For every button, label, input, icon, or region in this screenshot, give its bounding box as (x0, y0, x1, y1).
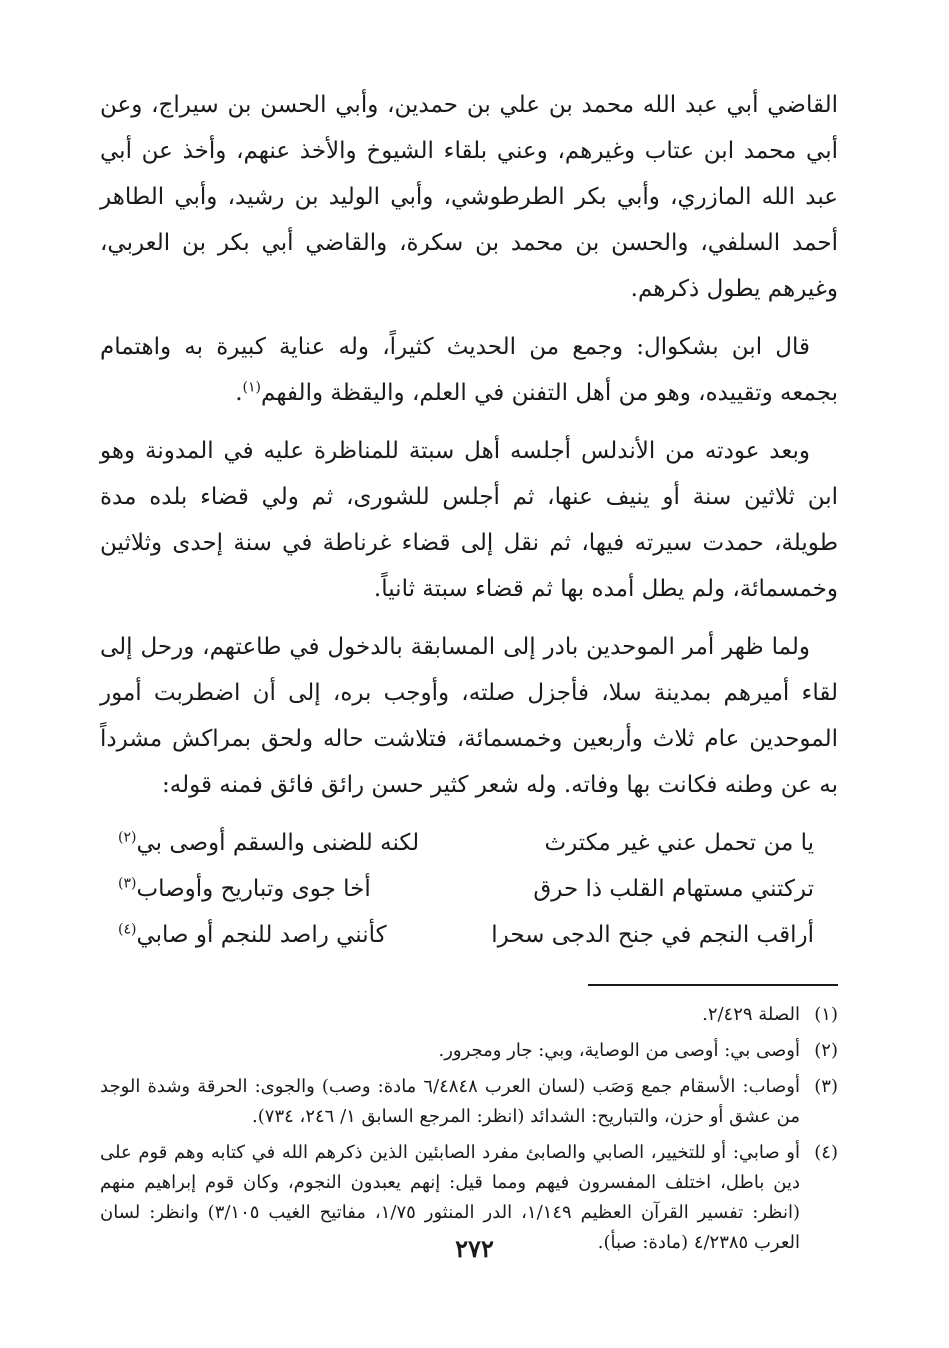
verse-3-second-text: كأنني راصد للنجم أو صابي (136, 922, 387, 948)
verse-1-second-text: لكنه للضنى والسقم أوصى بي (136, 830, 420, 856)
verse-1-second-hemistich (118, 820, 419, 866)
footnote-ref-1: (١) (242, 379, 262, 396)
footnotes (100, 1000, 838, 1258)
paragraph-2 (100, 324, 838, 416)
footnote-3-text: أوصاب: الأسقام جمع وَصَب (لسان العرب ٦/٤٨٤٨ مادة: وصب) والجوى: الحرقة وشدة الوجد من عشق أو حزن، والتباريح: الشدائد (انظر: المرجع السابق ١/ ٢٤٦، ٧٣٤). (100, 1076, 800, 1127)
footnote-1-text: الصلة ٢/٤٢٩. (702, 1004, 800, 1025)
verse-3-second-hemistich (118, 912, 387, 958)
footnote-1 (100, 1000, 838, 1030)
book-page (100, 82, 838, 1264)
footnote-2 (100, 1036, 838, 1066)
paragraph-4: ولما ظهر أمر الموحدين بادر إلى المسابقة بالدخول في طاعتهم، ورحل إلى لقاء أميرهم بمدينة سلا، فأجزل صلته، وأوجب بره، إلى أن اضطربت أمور الموحدين عام ثلاث وأربعين وخمسمائة، فتلاشت حاله ولحق بمراكش مشرداً به عن وطنه فكانت بها وفاته. وله شعر كثير حسن رائق فائق فمنه قوله: (100, 634, 838, 798)
verse-2 (100, 866, 838, 912)
footnote-3-number: (٣) (814, 1076, 838, 1097)
paragraph-2-end: . (235, 380, 243, 406)
verse-1 (100, 820, 838, 866)
verse-2-second-text: أخا جوى وتباريح وأوصاب (136, 876, 371, 902)
verse-3 (100, 912, 838, 958)
page-number: ٢٧٢ (455, 1234, 494, 1263)
paragraph-1: القاضي أبي عبد الله محمد بن علي بن حمدين، وأبي الحسن بن سيراج، وعن أبي محمد ابن عتاب وغيرهم، وعني بلقاء الشيوخ والأخذ عنهم، وأخذ عن أبي عبد الله المازري، وأبي بكر الطرطوشي، وأبي الوليد بن رشيد، وأبي الطاهر أحمد السلفي، والحسن بن محمد بن سكرة، والقاضي أبي بكر بن العربي، وغيرهم يطول ذكرهم. (100, 92, 838, 302)
verse-3-first-hemistich: أراقب النجم في جنح الدجى سحرا (491, 922, 814, 948)
footnote-divider (588, 984, 838, 986)
footnote-ref-2: (٢) (118, 829, 137, 846)
paragraph-2-text: قال ابن بشكوال: وجمع من الحديث كثيراً، وله عناية كبيرة به واهتمام بجمعه وتقييده، وهو من أهل التفنن في العلم، واليقظة والفهم (100, 334, 838, 406)
poem (100, 820, 838, 958)
footnote-3 (100, 1072, 838, 1132)
verse-1-first-hemistich: يا من تحمل عني غير مكترث (544, 830, 814, 856)
footnote-4-text: أو صابي: أو للتخيير، الصابي والصابئ مفرد الصابئين الذين ذكرهم الله في كتابه وهم قوم على دين باطل، اختلف المفسرون فيهم ومما قيل: إنهم يعبدون النجوم، وكان قوم إبراهيم منهم (انظر: تفسير القرآن العظيم ١/١٤٩، الدر المنثور ١/٧٥، مفاتيح الغيب ٣/١٠٥) وانظر: لسان العرب ٤/٢٣٨٥ (مادة: صبأ). (100, 1142, 800, 1253)
footnote-2-number: (٢) (814, 1040, 838, 1061)
footnote-4-number: (٤) (814, 1142, 838, 1163)
footnote-2-text: أوصى بي: أوصى من الوصاية، وبي: جار ومجرور. (438, 1040, 800, 1061)
verse-2-first-hemistich: تركتني مستهام القلب ذا حرق (533, 876, 814, 902)
footnote-1-number: (١) (814, 1004, 838, 1025)
footnote-ref-4: (٤) (118, 921, 137, 938)
paragraph-3: وبعد عودته من الأندلس أجلسه أهل سبتة للمناظرة عليه في المدونة وهو ابن ثلاثين سنة أو ينيف عنها، ثم أجلس للشورى، ثم ولي قضاء بلده مدة طويلة، حمدت سيرته فيها، ثم نقل إلى قضاء غرناطة في سنة إحدى وثلاثين وخمسمائة، ولم يطل أمده بها ثم قضاء سبتة ثانياً. (100, 438, 838, 602)
footnote-ref-3: (٣) (118, 875, 137, 892)
verse-2-second-hemistich (118, 866, 371, 912)
